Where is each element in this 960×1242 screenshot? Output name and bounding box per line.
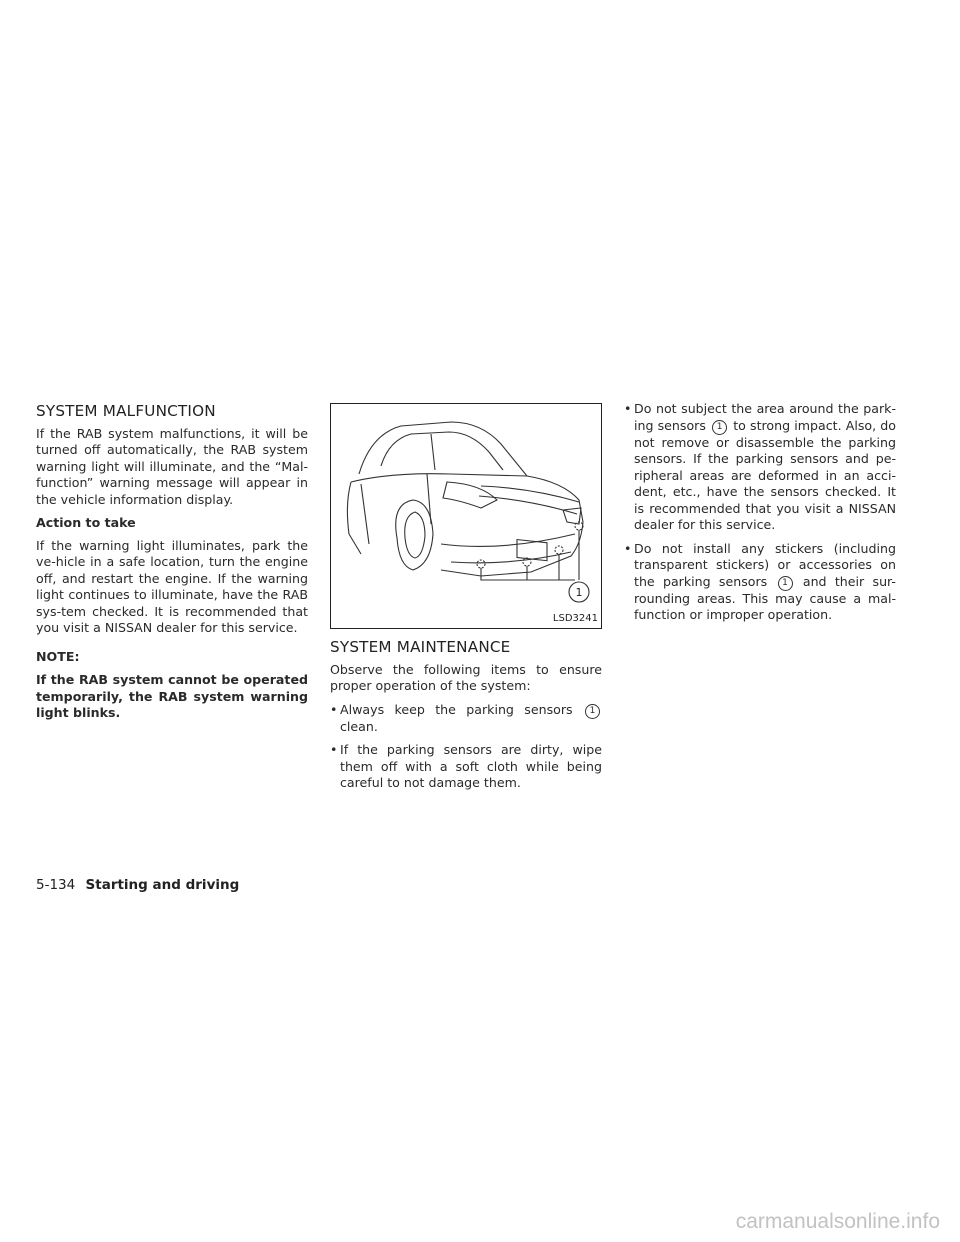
section-heading-maintenance: SYSTEM MAINTENANCE: [330, 638, 511, 656]
list-item: • Do not subject the area around the park-ing sensors 1 to strong impact. Also, do not remove or disassemble the parking sensors. If the parking sensors and pe-ripheral areas are deformed in an acci-dent, etc., have the sensors checked. It is recommended that you visit a NISSAN dealer for this service.: [624, 401, 896, 532]
maintenance-list: [330, 702, 602, 792]
car-rear-illustration: [330, 403, 602, 629]
column-middle: [330, 403, 602, 799]
note-text: If the RAB system cannot be operated temporarily, the RAB system warning light blinks.: [36, 672, 308, 720]
column-right: [624, 401, 896, 631]
bullet-glyph: •: [330, 701, 338, 717]
section-heading-malfunction: SYSTEM MALFUNCTION: [36, 402, 216, 420]
callout-ref-icon: 1: [585, 704, 600, 719]
malfunction-paragraph: If the RAB system malfunctions, it will be turned off automatically, the RAB system warning light will illuminate, and the “Mal-function” warning message will appear in the vehicle information display.: [36, 425, 308, 507]
watermark[interactable]: carmanualsonline.info: [735, 1210, 940, 1233]
figure-id: LSD3241: [552, 612, 598, 624]
bullet-glyph: •: [624, 540, 632, 556]
note-label: NOTE:: [36, 648, 80, 664]
list-item: • If the parking sensors are dirty, wipe them off with a soft cloth while being careful to not damage them.: [330, 742, 602, 790]
callout-ref-icon: 1: [712, 420, 727, 435]
action-subheading: Action to take: [36, 515, 136, 530]
list-item: • Do not install any stickers (including transparent stickers) or accessories on the parking sensors 1 and their sur-rounding areas. This may cause a mal-function or improper operation.: [624, 540, 896, 622]
bullet-glyph: •: [330, 742, 338, 757]
list-item: • Always keep the parking sensors 1 clean.: [330, 702, 602, 736]
callout-number: 1: [575, 586, 583, 599]
bullet-glyph: •: [624, 401, 632, 416]
page-footer: [36, 877, 239, 893]
action-paragraph: If the warning light illuminates, park the ve-hicle in a safe location, turn the engine off, and restart the engine. If the warning light continues to illuminate, have the RAB sys-tem checked. It is recommended that you visit a NISSAN dealer for this service.: [36, 537, 308, 635]
maintenance-list-continued: [624, 401, 896, 624]
column-left: [36, 403, 308, 729]
car-drawing: [331, 404, 603, 630]
maintenance-intro: Observe the following items to ensure proper operation of the system:: [330, 661, 602, 693]
callout-ref-icon: 1: [778, 576, 793, 591]
section-name: Starting and driving: [85, 877, 240, 893]
page-number: 5-134: [36, 877, 76, 893]
